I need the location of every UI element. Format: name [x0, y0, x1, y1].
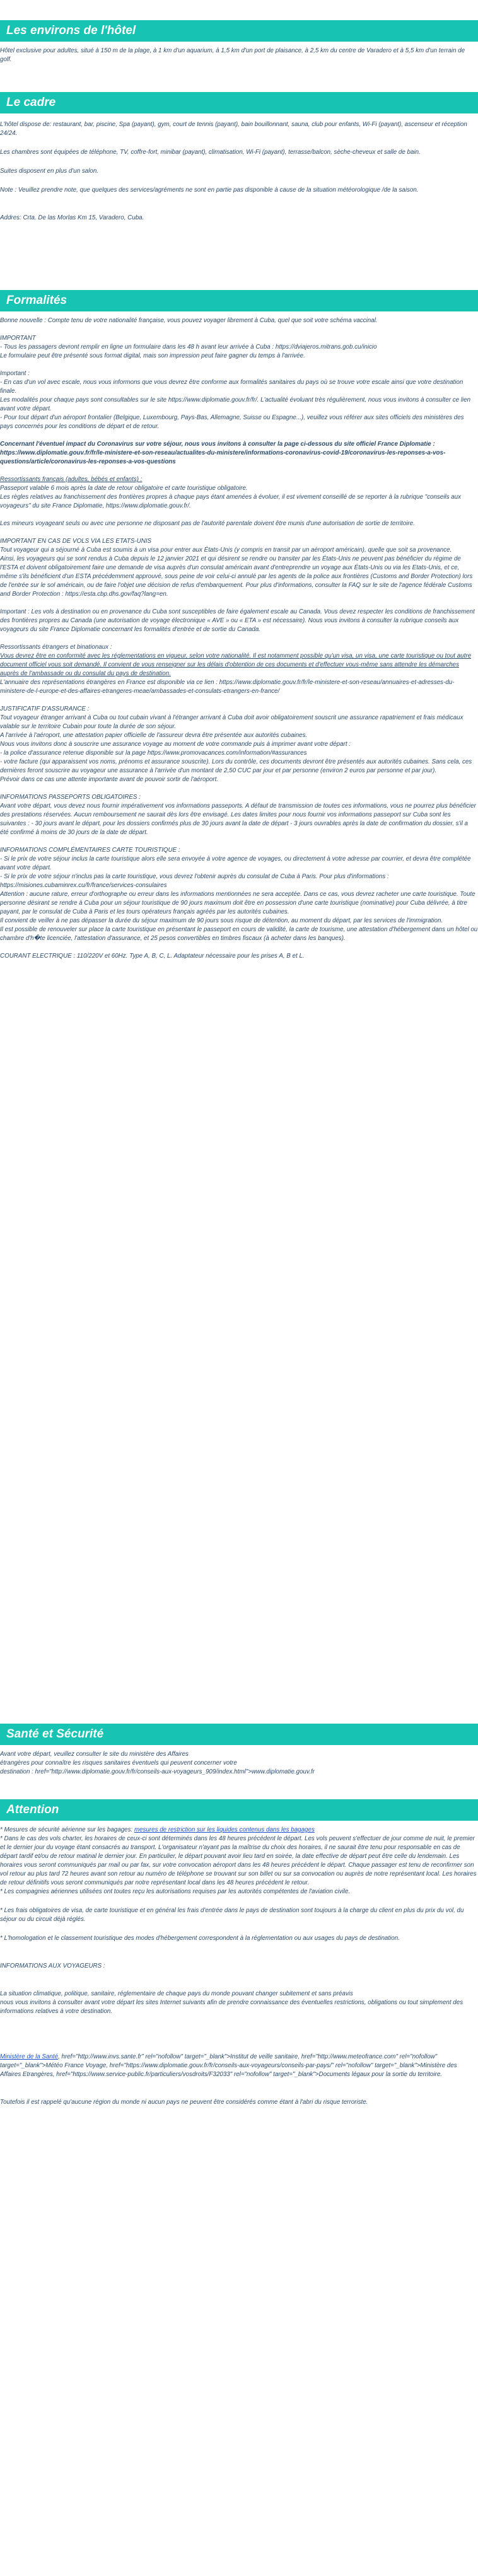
formalites-line: [0, 528, 478, 537]
attention-consult: nous vous invitons à consulter avant votre départ les sites Internet suivants afin de prendre connaissance des éventuelles restrictions, obligations ou tout simplement des informations relatives à votre destination.: [0, 1999, 463, 2015]
attention-charter-flights: * Dans le cas des vols charter, les horaires de ceux-ci sont déterminés dans les 48 heures précédent le départ. Les vols peuvent s'effectuer de jour comme de nuit, le premier et le dernier jour du voyage étant consacrés au transport. L'organisateur n'ayant pas la maîtrise du choix des horaires, il ne saurait être tenu pour responsable en cas de départ tardif et/ou de retour matinal le dernier jour. En particulier, le départ pouvant avoir lieu tard en soirée, la date effective de départ peut être celle du lendemain. Les horaires vous seront communiqués par mail ou par fax, sur votre convocation aéroport dans les 48 heures précédent le départ. Chaque passager est tenu de reconfirmer son vol retour au plus tard 72 heures avant son retour au numéro de téléphone se trouvant sur son billet ou sur sa convocation ou auprès de notre représentant local. Les horaires de retour définitifs vous seront communiqués par notre représentant local dans les 48 heures précédent le retour.: [0, 1835, 477, 1886]
formalites-line: - Pour tout départ d'un aéroport frontalier (Belgique, Luxembourg, Pays-Bas, Allemagne, Suisse ou Espagne...), veuillez vous référer aux sites officiels des ministères des pays concernés pour les conditions de départ et de retour.: [0, 414, 464, 430]
formalites-line: IMPORTANT: [0, 335, 36, 342]
section-title-environs: Les environs de l'hôtel: [6, 24, 136, 37]
formalites-line: [0, 696, 478, 705]
formalites-line: [0, 837, 478, 846]
section-title-cadre: Le cadre: [6, 96, 56, 109]
formalites-line: Tout voyageur qui a séjourné à Cuba est soumis à un visa pour entrer aux États-Unis (y compris en transit par un aéroport américain), quelle que soit sa provenance.: [0, 547, 452, 554]
sante-line-3: destination : href="http://www.diplomatie.gouv.fr/fr/conseils-aux-voyageurs_909/index.html">www.diplomatie.gouv.fr: [0, 1768, 315, 1775]
section-header-attention: [0, 1799, 478, 1821]
formalites-line: Ressortissants français (adultes, bébés et enfants) :: [0, 476, 143, 483]
formalites-line: Le formulaire peut être présenté sous format digital, mais son impression peut faire gagner du temps à l'arrivée.: [0, 352, 305, 359]
attention-info-voyageurs: INFORMATIONS AUX VOYAGEURS :: [0, 1963, 105, 1970]
attention-terrorism: Toutefois il est rappelé qu'aucune région du monde ni aucun pays ne peuvent être considérés comme étant à l'abri du risque terroriste.: [0, 2099, 368, 2106]
formalites-line: [0, 634, 478, 643]
attention-situation: La situation climatique, politique, sanitaire, réglementaire de chaque pays du monde pouvant changer subitement et sans préavis: [0, 1990, 353, 1997]
formalites-line: [0, 511, 478, 519]
formalites-line: Important : Les vols à destination ou en provenance du Cuba sont susceptibles de faire également escale au Canada. Vous devez respecter les conditions de franchissement des frontières propres au Canada (une autorisation de voyage électronique « AVE » ou « ETA » est nécessaire). Nous vous invitons à consulter la rubrique conseils aux voyageurs du site France Diplomatie concernant les formalités d'entrée et de sortie du Canada.: [0, 608, 475, 633]
formalites-line: - Si le prix de votre séjour n'inclus pas la carte touristique, vous devrez l'obtenir auprès du consulat de Cuba à Paris. Pour plus d'informations : https://misiones.cubaminrex.cu/fr/france/services-consulaires: [0, 873, 389, 889]
cadre-address: Addres: Crta. De las Morlas Km 15, Varadero, Cuba.: [0, 214, 144, 221]
cadre-rooms: Les chambres sont équipées de téléphone, TV, coffre-fort, minibar (payant), climatisation, Wi-Fi (payant), terrasse/balcon, sèche-cheveux et salle de bain.: [0, 149, 421, 156]
section-header-formalites: [0, 290, 478, 311]
sante-line-1: Avant votre départ, veuillez consulter le site du ministère des Affaires: [0, 1751, 189, 1758]
formalites-line: [0, 361, 478, 369]
formalites-line: Important :: [0, 370, 30, 377]
attention-links-text: , href="http://www.invs.sante.fr" rel="nofollow" target="_blank">Institut de veille sanitaire, href="http://www.meteofrance.com" rel="nofollow" target="_blank">Météo France Voyage, href="https://www.diplomatie.gouv.fr/fr/conseils-aux-voyageurs/conseils-par-pays/" rel="nofollow" target="_blank">Ministère des Affaires Etrangères, href="https://www.service-public.fr/particuliers/vosdroits/F32033" rel="nofollow" target="_blank">Documents légaux pour la sortie du territoire.: [0, 2053, 457, 2078]
formalites-line: - votre facture (qui apparaissent vos noms, prénoms et assurance souscrite). Lors du contrôle, ces documents devront être présentés aux autorités cubaines. Sans cela, ces dernières feront souscrire au voyageur une assurance à l'arrivée d'un montant de 2,50 CUC par jour et par personne (environ 2 euros par personne et par jour).: [0, 758, 472, 774]
formalites-line: [0, 431, 478, 440]
cadre-note: Note : Veuillez prendre note, que quelques des services/agréments ne sont en partie pas disponible à cause de la situation météorologique /de la saison.: [0, 187, 419, 194]
section-header-environs: [0, 20, 478, 42]
attention-security-measures: [0, 1826, 478, 1835]
section-sante: [0, 1724, 478, 1777]
formalites-line: Nous vous invitons donc à souscrire une assurance voyage au moment de votre commande puis à imprimer avant votre départ :: [0, 741, 351, 748]
formalites-line: Les modalités pour chaque pays sont consultables sur le site https://www.diplomatie.gouv.fr/fr/. L'actualité évoluant très régulièrement, nous vous invitons à consulter ce lien avant votre départ.: [0, 397, 471, 412]
formalites-line: Vous devrez être en conformité avec les réglementations en vigueur, selon votre nationalité. Il est notamment possible qu'un visa, un visa, une carte touristique ou tout autre document officiel vous soit demandé. Il convient de vous renseigner sur les délais d'obtention de ces documents et d'effectuer vous-même sans attendre les démarches auprès de l'ambassade ou du consulat du pays de destination.: [0, 653, 472, 677]
formalites-line: - Si le prix de votre séjour inclus la carte touristique alors elle sera envoyée à votre agence de voyages, ou directement à votre adresse par courrier, et devra être complétée avant votre départ.: [0, 856, 471, 871]
formalites-line: [0, 325, 478, 334]
formalites-line: Il convient de veiller à ne pas dépasser la durée du séjour maximum de 90 jours sous risque de détention, au moment du départ, par les services de l'immigration.: [0, 917, 443, 924]
cadre-suites: Suites disposent en plus d'un salon.: [0, 168, 99, 175]
formalites-line: - En cas d'un vol avec escale, nous vous informons que vous devrez être conforme aux formalités sanitaires du pays où se trouve votre escale ainsi que votre destination finale.: [0, 379, 463, 395]
formalites-line: L'annuaire des représentations étrangères en France est disponible via ce lien : https://www.diplomatie.gouv.fr/fr/le-ministere-et-son-reseau/annuaires-et-adresses-du-ministere-de-l-europe-et-des-affaires-etrangeres-meae/ambassades-et-consulats-etrangers-en-france/: [0, 679, 455, 695]
formalites-line: Prévoir dans ce cas une attente importante avant de pouvoir sortir de l'aéroport.: [0, 776, 219, 783]
sante-line-2: étrangères pour connaître les risques sanitaires éventuels qui peuvent concerner votre: [0, 1760, 237, 1767]
environs-description: Hôtel exclusive pour adultes, situé à 150 m de la plage, à 1 km d'un aquarium, à 1,5 km d'un port de plaisance, à 2,5 km du centre de Varadero et à 5,5 km d'un terrain de golf.: [0, 47, 465, 63]
formalites-line: Bonne nouvelle : Compte tenu de votre nationalité française, vous pouvez voyager librement à Cuba, quel que soit votre schéma vaccinal.: [0, 317, 378, 324]
formalites-line: A l'arrivée à l'aéroport, une attestation papier officielle de l'assureur devra être présentée aux autorités cubaines.: [0, 732, 308, 739]
ministere-sante-link[interactable]: Ministère de la Santé: [0, 2053, 59, 2060]
section-title-attention: Attention: [6, 1803, 59, 1816]
formalites-line: - Tous les passagers devront remplir en ligne un formulaire dans les 48 h avant leur arrivée à Cuba : https://dviajeros.mitrans.gob.cu/inicio: [0, 344, 377, 351]
formalites-line: Attention : aucune rature, erreur d'orthographe ou erreur dans les informations mentionnées ne sera acceptée. Dans ce cas, vous devrez racheter une carte touristique. Toute personne désirant se rendre à Cuba pour un séjour touristique de 90 jours maximum doit être en possession d'une carte touristique (nominative) pour Cuba délivrée, à titre payant, par le consulat de Cuba à Paris et les tours opérateurs français agréés par les autorités cubaines.: [0, 891, 475, 915]
attention-airlines: * Les compagnies aériennes utilisées ont toutes reçu les autorisations requises par les autorités compétentes de l'aviation civile.: [0, 1888, 351, 1895]
formalites-line: [0, 943, 478, 952]
section-cadre: [0, 92, 478, 223]
liquids-restriction-link[interactable]: mesures de restriction sur les liquides contenus dans les bagages: [134, 1826, 315, 1833]
formalites-line: Il est possible de renouveler sur place la carte touristique en présentant le passeport en cours de validité, la carte de tourisme, une attestation d'hébergement dans un hôtel ou chambre d'h�te licenciée, l'attestation d'assurance, et 25 pesos convertibles en timbres fiscaux (à acheter dans les banques).: [0, 926, 478, 942]
section-environs: [0, 20, 478, 64]
section-header-sante: [0, 1724, 478, 1745]
attention-classification: * L'homologation et le classement touristique des modes d'hébergement correspondent à la réglementation ou aux usages du pays de destination.: [0, 1935, 400, 1942]
formalites-line: JUSTIFICATIF D'ASSURANCE :: [0, 705, 90, 712]
formalites-line: [0, 467, 478, 475]
section-attention: [0, 1799, 478, 2107]
formalites-line: Les règles relatives au franchissement des frontières propres à chaque pays étant amenées à évoluer, il est vivement conseillé de se reporter à la rubrique "conseils aux voyageurs" du site France Diplomatie, https://www.diplomatie.gouv.fr/.: [0, 494, 462, 509]
formalites-body: [0, 311, 478, 961]
formalites-line: Ressortissants étrangers et binationaux :: [0, 644, 112, 651]
section-title-sante: Santé et Sécurité: [6, 1727, 104, 1741]
formalites-line: Ainsi, les voyageurs qui se sont rendus à Cuba depuis le 12 janvier 2021 et qui désirent se rendre ou transiter par les États-Unis ne peuvent pas bénéficier du régime de l'ESTA et doivent obligatoirement faire une demande de visa auprès d'un consulat américain avant d'entreprendre un voyage aux États-Unis ou via les Etats-Unis, et ce, même s'ils bénéficient d'un ESTA précédemment approuvé, sous peine de voir celui-ci annulé par les agents de la police aux frontières (Customs and Border Protection) lors de l'entrée sur le sol américain, ou de faire l'objet une décision de refus d'embarquement. Pour plus d'informations, consulter la FAQ sur le site de l'agence fédérale Customs and Border Protection : https://esta.cbp.dhs.gov/faq?lang=en.: [0, 555, 473, 598]
formalites-line: Tout voyageur étranger arrivant à Cuba ou tout cubain vivant à l'étranger arrivant à Cuba doit avoir obligatoirement souscrit une assurance rapatriement et frais médicaux valable sur le territoire Cubain pour toute la durée de son séjour.: [0, 714, 463, 730]
formalites-line: INFORMATIONS COMPLÉMENTAIRES CARTE TOURISTIQUE :: [0, 847, 180, 854]
formalites-line: - la police d'assurance retenue disponible sur la page https://www.promovacances.com/information/#assurances: [0, 750, 307, 757]
formalites-line: Passeport valable 6 mois après la date de retour obligatoire et carte touristique obligatoire.: [0, 485, 248, 492]
formalites-line: COURANT ELECTRIQUE : 110/220V et 60Hz. Type A, B, C, L. Adaptateur nécessaire pour les prises A, B et L.: [0, 953, 305, 960]
attention-links-paragraph: [0, 2053, 478, 2079]
formalites-line: [0, 784, 478, 793]
formalites-line: [0, 599, 478, 608]
formalites-line: Les mineurs voyageant seuls ou avec une personne ne disposant pas de l'autorité parentale doivent être munis d'une autorisation de sortie de territoire.: [0, 520, 415, 527]
attention-fees: * Les frais obligatoires de visa, de carte touristique et en général les frais d'entrée dans le pays de destination sont toujours à la charge du client en plus du prix du vol, du séjour ou du circuit déjà réglés.: [0, 1907, 464, 1923]
attention-security-label: * Mesures de sécurité aérienne sur les bagages:: [0, 1826, 134, 1833]
section-header-cadre: [0, 92, 478, 113]
section-title-formalites: Formalités: [6, 294, 67, 307]
formalites-line: https://www.diplomatie.gouv.fr/fr/le-ministere-et-son-reseau/actualites-du-ministere/informations-coronavirus-covid-19/coronavirus-les-reponses-a-vos-questions/article/coronavirus-les-reponses-a-vos-questions: [0, 450, 446, 465]
section-formalites: [0, 290, 478, 961]
cadre-facilities: L'hôtel dispose de: restaurant, bar, piscine, Spa (payant), gym, court de tennis (payant), bain bouillonnant, sauna, club pour enfants, Wi-Fi (payant), ascenseur et réception 24/24.: [0, 121, 467, 137]
formalites-line: Concernant l'éventuel impact du Coronavirus sur votre séjour, nous vous invitons à consulter la page ci-dessous du site officiel France Diplomatie :: [0, 441, 435, 448]
formalites-line: INFORMATIONS PASSEPORTS OBLIGATOIRES :: [0, 794, 141, 801]
formalites-line: Avant votre départ, vous devez nous fournir impérativement vos informations passeports. A défaut de transmission de toutes ces informations, vous ne pourrez plus bénéficier des prestations réservées. Aucun remboursement ne saurait dès lors être envisagé. Les dates limites pour nous fournir vos informations passeport sur Cuba sont les suivantes : - 30 jours avant le départ, pour les dossiers confirmés plus de 30 jours avant la date de départ - 3 jours ouvrables après la date de confirmation du dossier, s'il a été confirmé à moins de 30 jours de la date de départ.: [0, 803, 476, 836]
formalites-line: IMPORTANT EN CAS DE VOLS VIA LES ETATS-UNIS: [0, 538, 152, 545]
